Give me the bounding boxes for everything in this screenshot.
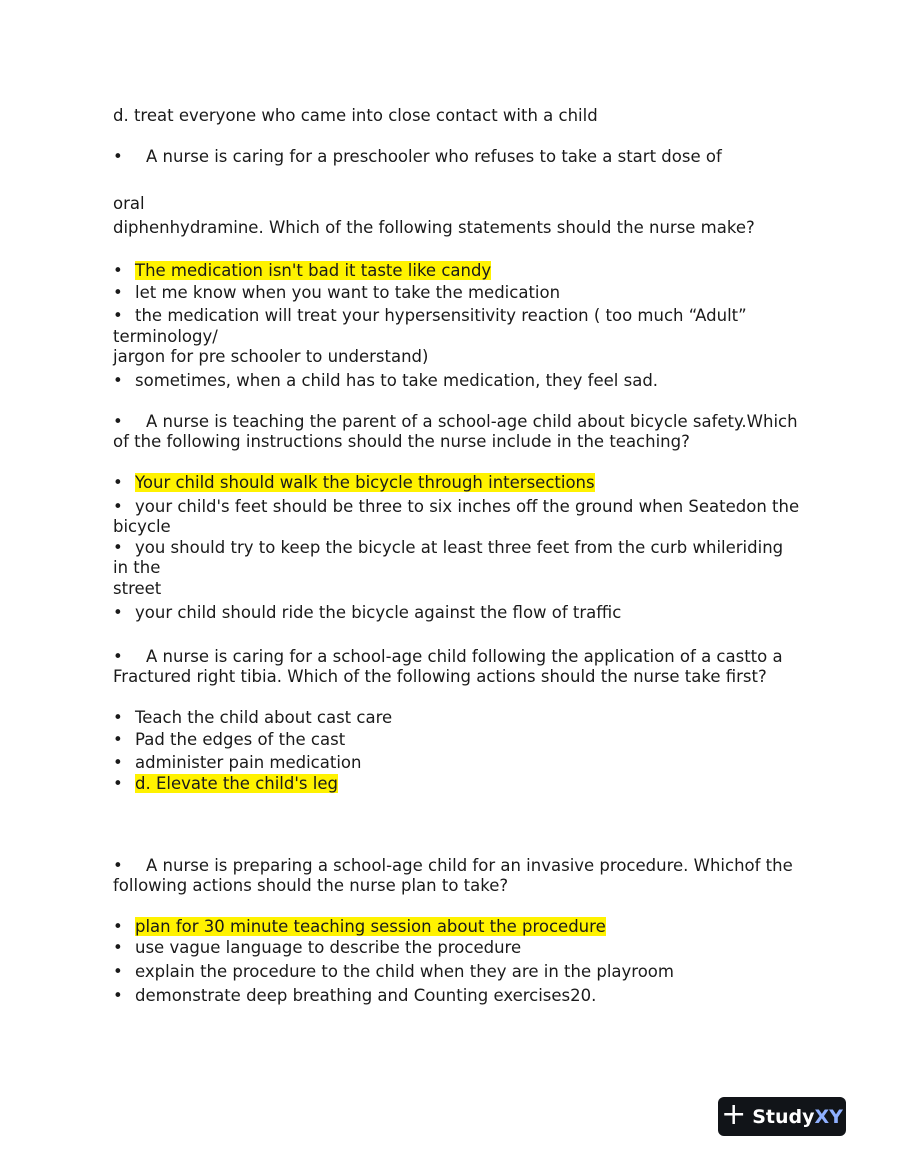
option-item: • demonstrate deep breathing and Counting exercises20. bbox=[113, 986, 597, 1005]
question-line: following actions should the nurse plan to take? bbox=[113, 876, 509, 895]
bullet: • bbox=[113, 538, 123, 557]
question-line: diphenhydramine. Which of the following statements should the nurse make? bbox=[113, 218, 755, 237]
bullet: • bbox=[113, 730, 123, 749]
bullet: • bbox=[113, 938, 123, 957]
question-line: oral bbox=[113, 194, 145, 213]
highlighted-answer: d. Elevate the child's leg bbox=[135, 774, 338, 793]
option-item bbox=[113, 260, 491, 281]
plus-icon: + bbox=[721, 1097, 747, 1132]
option-item: • Pad the edges of the cast bbox=[113, 730, 346, 749]
bullet: • bbox=[113, 283, 123, 302]
bullet: • bbox=[113, 306, 123, 325]
bullet: • bbox=[113, 473, 123, 492]
question-line: • A nurse is caring for a preschooler who refuses to take a start dose of bbox=[113, 147, 722, 166]
answer-line: d. treat everyone who came into close contact with a child bbox=[113, 106, 598, 125]
bullet: • bbox=[113, 647, 123, 666]
option-item: • administer pain medication bbox=[113, 753, 362, 772]
highlighted-answer: Your child should walk the bicycle through intersections bbox=[135, 473, 595, 492]
bullet: • bbox=[113, 774, 123, 793]
option-item: • use vague language to describe the procedure bbox=[113, 938, 522, 957]
bullet: • bbox=[113, 497, 123, 516]
option-item: • explain the procedure to the child when they are in the playroom bbox=[113, 962, 674, 981]
option-item: • you should try to keep the bicycle at least three feet from the curb whileriding bbox=[113, 538, 784, 557]
question-line: • A nurse is caring for a school-age child following the application of a castto a bbox=[113, 647, 783, 666]
bullet: • bbox=[113, 856, 123, 875]
option-continuation: jargon for pre schooler to understand) bbox=[113, 347, 429, 366]
bullet: • bbox=[113, 147, 123, 166]
question-line: • A nurse is preparing a school-age child for an invasive procedure. Whichof the bbox=[113, 856, 793, 875]
option-item bbox=[113, 472, 595, 493]
option-item: • your child's feet should be three to six inches off the ground when Seatedon the bbox=[113, 497, 800, 516]
option-item bbox=[113, 916, 606, 937]
bullet: • bbox=[113, 962, 123, 981]
option-continuation: terminology/ bbox=[113, 327, 218, 346]
bullet: • bbox=[113, 371, 123, 390]
option-item: • let me know when you want to take the medication bbox=[113, 283, 561, 302]
option-item: • the medication will treat your hypersensitivity reaction ( too much “Adult” bbox=[113, 306, 747, 325]
option-item: • your child should ride the bicycle against the flow of traffic bbox=[113, 603, 622, 622]
logo-text: StudyXY bbox=[752, 1105, 843, 1128]
option-continuation: bicycle bbox=[113, 517, 171, 536]
question-line: • A nurse is teaching the parent of a school-age child about bicycle safety.Which bbox=[113, 412, 798, 431]
option-continuation: street bbox=[113, 579, 162, 598]
bullet: • bbox=[113, 603, 123, 622]
question-line: of the following instructions should the nurse include in the teaching? bbox=[113, 432, 690, 451]
bullet: • bbox=[113, 917, 123, 936]
bullet: • bbox=[113, 986, 123, 1005]
bullet: • bbox=[113, 412, 123, 431]
bullet: • bbox=[113, 753, 123, 772]
bullet: • bbox=[113, 261, 123, 280]
highlighted-answer: plan for 30 minute teaching session about the procedure bbox=[135, 917, 606, 936]
option-item: • Teach the child about cast care bbox=[113, 708, 393, 727]
option-item: • sometimes, when a child has to take medication, they feel sad. bbox=[113, 371, 659, 390]
option-item bbox=[113, 773, 338, 794]
question-line: Fractured right tibia. Which of the following actions should the nurse take first? bbox=[113, 667, 767, 686]
highlighted-answer: The medication isn't bad it taste like candy bbox=[135, 261, 492, 280]
studyxy-logo[interactable] bbox=[718, 1097, 846, 1136]
option-continuation: in the bbox=[113, 558, 161, 577]
bullet: • bbox=[113, 708, 123, 727]
